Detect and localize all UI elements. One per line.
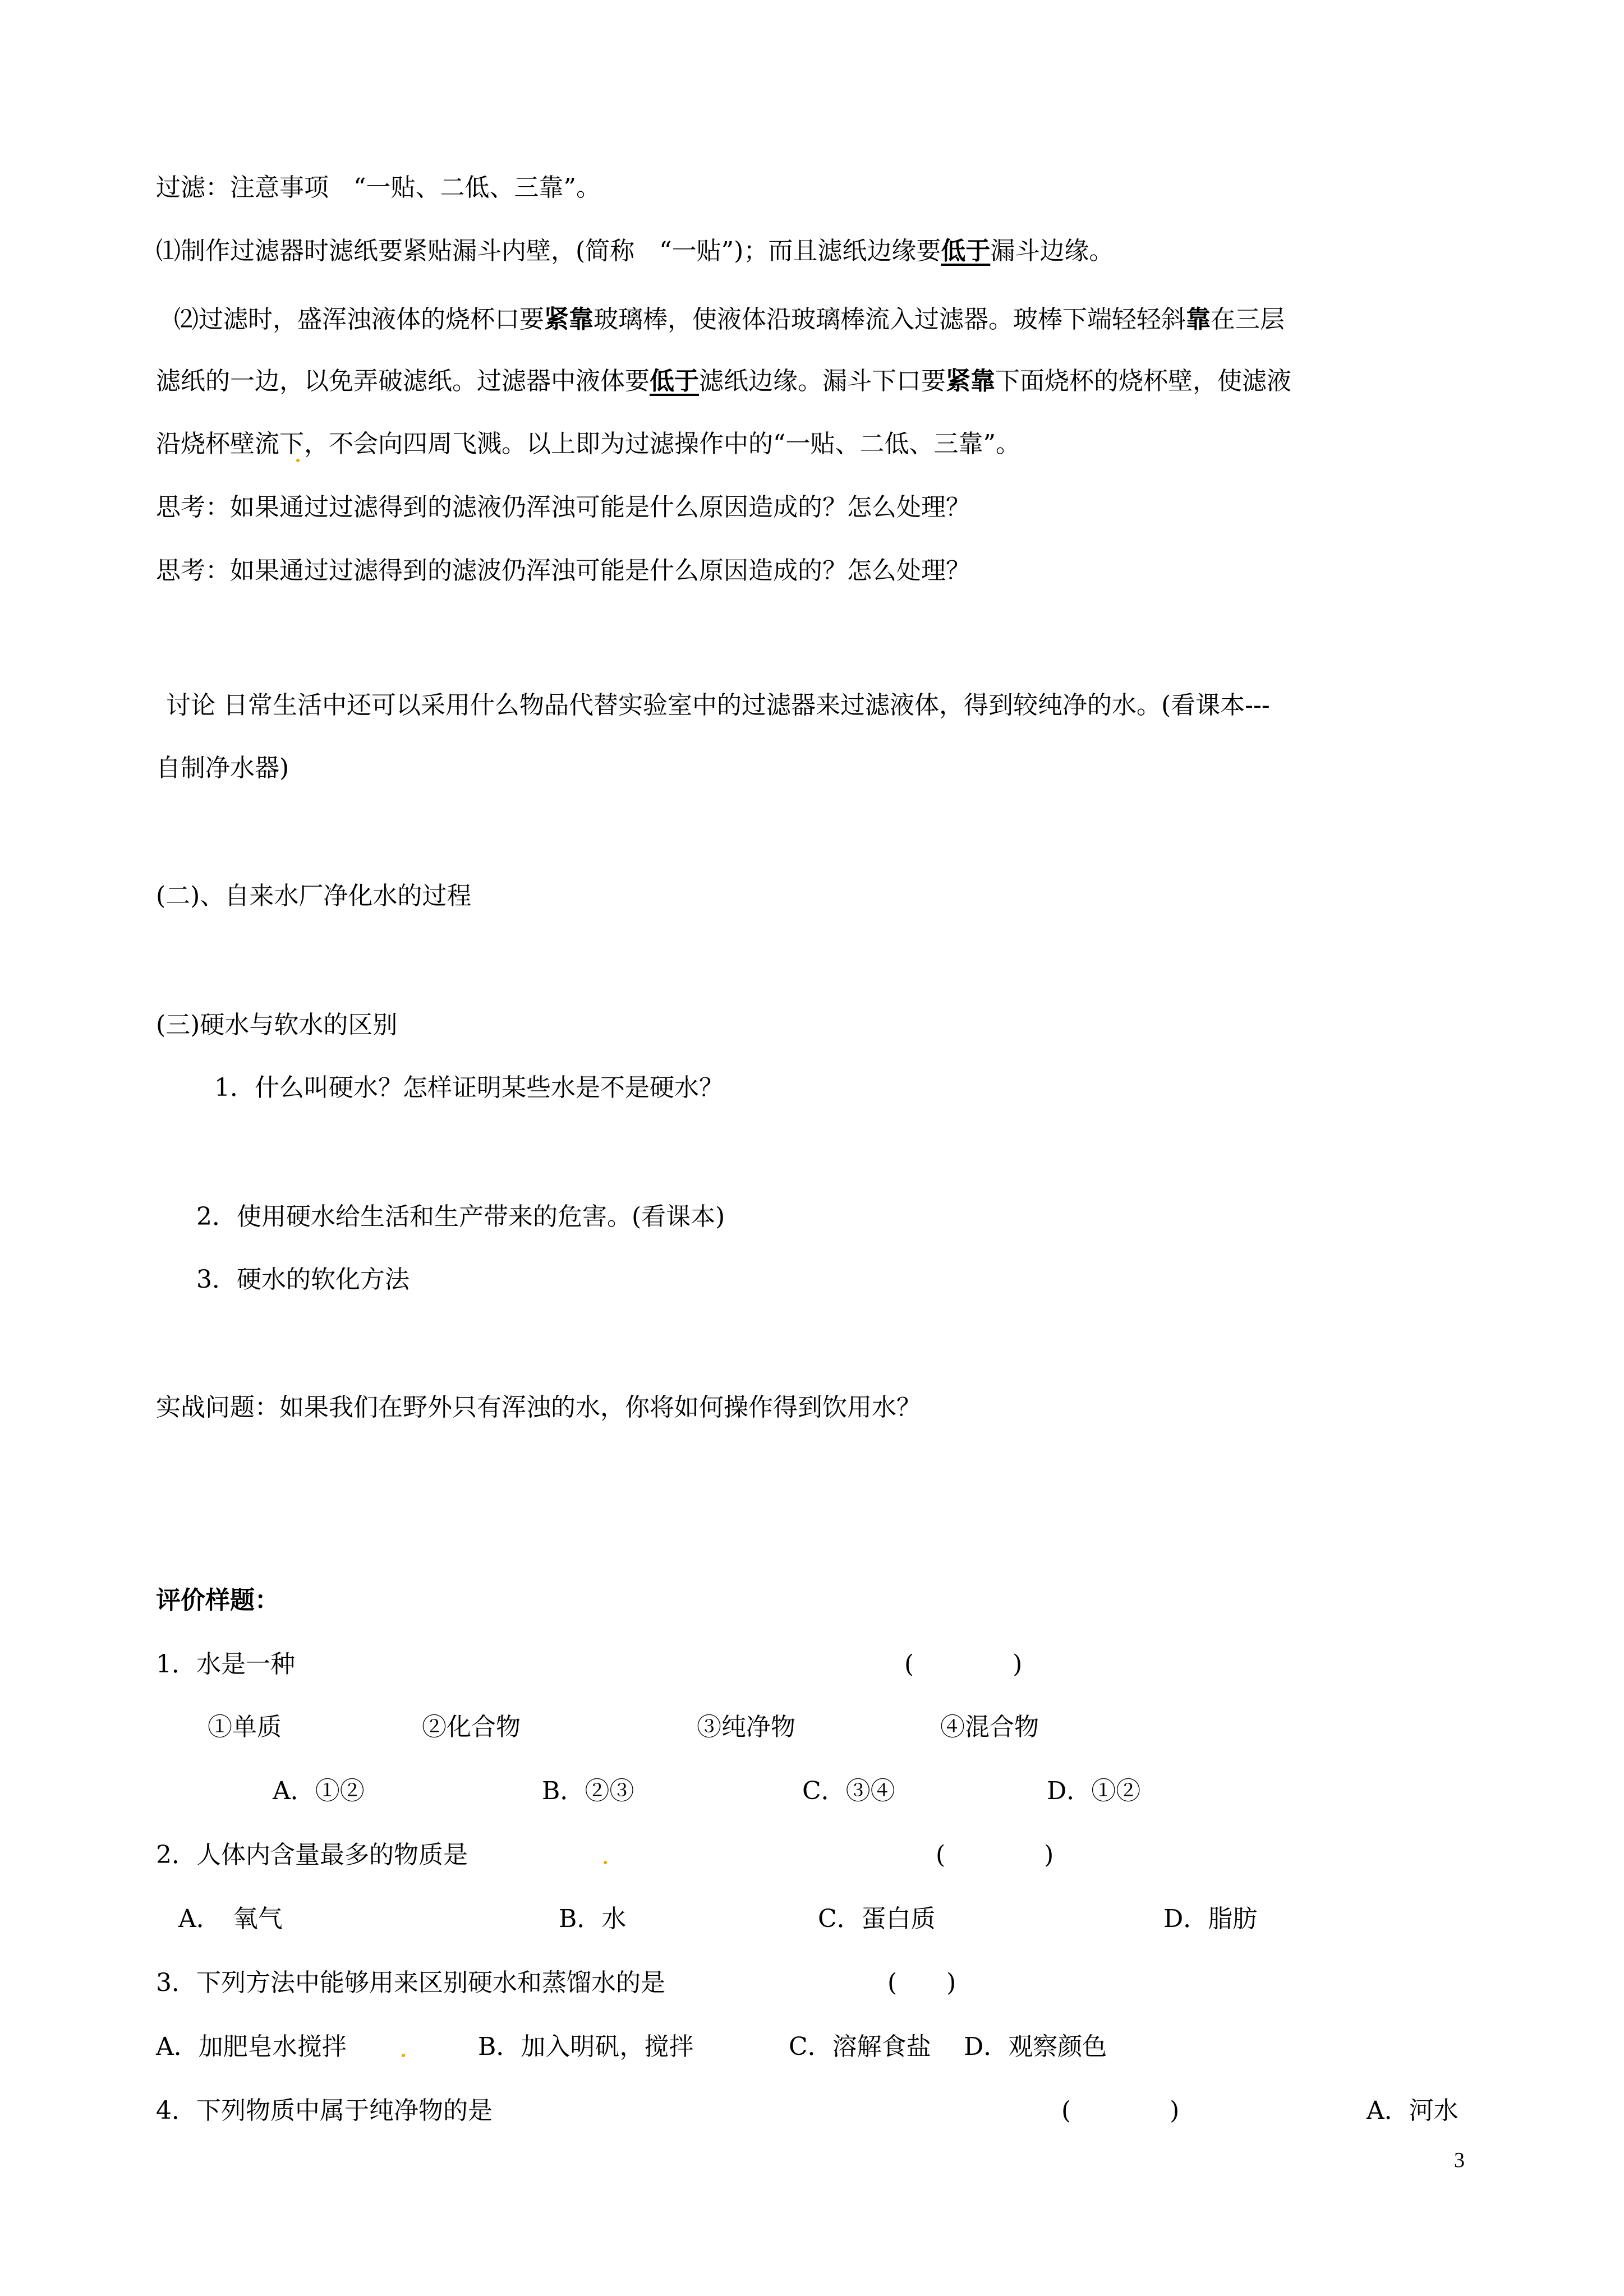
eval-q2-stem: 2．人体内含量最多的物质是: [156, 1841, 468, 1869]
answer-paren: ( ): [904, 1650, 1023, 1679]
section-heading-2: (二)、自来水厂净化水的过程: [156, 882, 472, 910]
text-run: 滤纸边缘。漏斗下口要: [699, 367, 946, 395]
think-question-2: 思考：如果通过过滤得到的滤波仍浑浊可能是什么原因造成的？怎么处理？: [156, 556, 970, 585]
filter-point-1: [156, 234, 1114, 268]
text-run: ⑴制作过滤器时滤纸要紧贴漏斗内壁，(简称 “一贴”)；而且滤纸边缘要: [156, 237, 941, 265]
filter-point-2-line-2: [156, 365, 1291, 398]
text-run: 漏斗边缘。: [990, 237, 1114, 265]
text-run: ⑵过滤时，盛浑浊液体的烧杯口要: [174, 305, 544, 334]
eval-q4-stem: 4．下列物质中属于纯净物的是: [156, 2096, 493, 2125]
eval-q1-option-a: A．①②: [273, 1777, 365, 1805]
page-number: 3: [1454, 2149, 1465, 2172]
eval-q3-option-d: D．观察颜色: [964, 2032, 1107, 2061]
eval-q2-option-b: B．水: [559, 1905, 627, 1933]
eval-q4-option-a: A．河水: [1367, 2096, 1459, 2125]
filter-point-2-line-1: [174, 303, 1285, 336]
emphasis-text: 紧靠: [544, 305, 594, 334]
eval-q3-option-c: C．溶解食盐: [789, 2032, 931, 2061]
practice-question: 实战问题：如果我们在野外只有浑浊的水，你将如何操作得到饮用水？: [156, 1393, 921, 1422]
text-run: 下面烧杯的烧杯壁，使滤液: [995, 367, 1291, 395]
text-run: 滤纸的一边，以免弄破滤纸。过滤器中液体要: [156, 367, 650, 395]
discussion-line-2: 自制净水器): [156, 754, 289, 782]
stray-dot-mark: [402, 2054, 405, 2057]
emphasis-text: 靠: [1186, 305, 1211, 334]
filter-title: 过滤：注意事项 “一贴、二低、三靠”。: [156, 173, 601, 202]
answer-paren: ( ): [887, 1968, 956, 1997]
eval-q1-item: ③纯净物: [697, 1713, 795, 1741]
eval-q1-item: ④混合物: [940, 1713, 1039, 1741]
text-run: 玻璃棒，使液体沿玻璃棒流入过滤器。玻棒下端轻轻斜: [594, 305, 1186, 334]
section-heading-3: (三)硬水与软水的区别: [156, 1011, 398, 1039]
eval-q3-option-a: A．加肥皂水搅拌: [156, 2032, 347, 2061]
answer-paren: ( ): [936, 1841, 1054, 1869]
emphasis-text: 低于: [650, 367, 699, 395]
hard-water-question-3: 3．硬水的软化方法: [196, 1265, 410, 1294]
eval-q3-stem: 3．下列方法中能够用来区别硬水和蒸馏水的是: [156, 1968, 665, 1997]
think-question-1: 思考：如果通过过滤得到的滤液仍浑浊可能是什么原因造成的？怎么处理？: [156, 493, 970, 522]
text-run: 在三层: [1211, 305, 1285, 334]
evaluation-title: 评价样题：: [156, 1586, 279, 1615]
eval-q1-stem: 1．水是一种: [156, 1650, 295, 1679]
filter-point-2-line-3: 沿烧杯壁流下，不会向四周飞溅。以上即为过滤操作中的“一贴、二低、三靠”。: [156, 430, 1020, 458]
eval-q1-option-d: D．①②: [1047, 1777, 1141, 1805]
eval-q2-option-a: A． 氧气: [178, 1905, 283, 1933]
eval-q3-option-b: B．加入明矾，搅拌: [478, 2032, 694, 2061]
answer-paren: ( ): [1061, 2096, 1180, 2125]
discussion-line-1: 讨论 日常生活中还可以采用什么物品代替实验室中的过滤器来过滤液体，得到较纯净的水。(看课本---: [166, 691, 1270, 720]
eval-q2-option-d: D．脂肪: [1163, 1905, 1258, 1933]
emphasis-text: 紧靠: [946, 367, 995, 395]
eval-q1-item: ②化合物: [422, 1713, 521, 1741]
stray-dot-mark: [604, 1861, 607, 1864]
hard-water-question-2: 2．使用硬水给生活和生产带来的危害。(看课本): [196, 1202, 725, 1231]
hard-water-question-1: 1．什么叫硬水？怎样证明某些水是不是硬水？: [214, 1073, 724, 1102]
stray-dot-mark: [296, 459, 300, 462]
eval-q1-option-c: C．③④: [802, 1777, 895, 1805]
emphasis-text: 低于: [941, 237, 991, 265]
eval-q2-option-c: C．蛋白质: [818, 1905, 936, 1933]
eval-q1-option-b: B．②③: [542, 1777, 634, 1805]
eval-q1-item: ①单质: [208, 1713, 282, 1741]
